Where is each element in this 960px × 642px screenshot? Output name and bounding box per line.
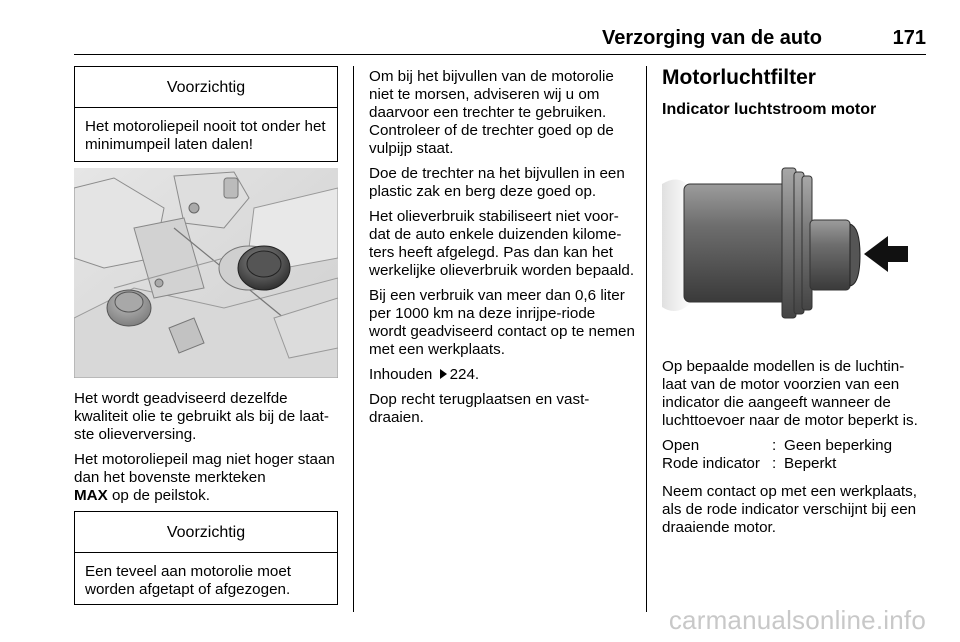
air-flow-indicator-figure [662,132,926,344]
paragraph: Om bij het bijvullen van de motorolie niet te morsen, adviseren wij u om daarvoor een trechter te gebruiken. Controleer of de trechter goed op de vulpijp staat. [369,68,614,157]
page-number: 171 [892,27,926,49]
middle-column-text [369,68,635,434]
spec-label: Rode indicator [662,455,760,472]
header-rule [74,54,926,55]
warning-title: Voorzichtig [75,512,337,553]
left-column-text [74,390,342,512]
spec-label: Open [662,437,700,454]
capacity-reference [369,366,635,384]
paragraph: Neem contact op met een werkplaats, als de rode indicator verschijnt bij een draaiende motor. [662,483,917,536]
paragraph: Het wordt geadviseerd dezelfde kwaliteit olie te gebruikt als bij de laat-ste olieverversing. [74,390,329,443]
paragraph: Doe de trechter na het bijvullen in een plastic zak en berg deze goed op. [369,165,625,200]
engine-oil-cap-figure [74,168,338,378]
watermark: carmanualsonline.info [668,605,926,635]
air-flow-indicator-illustration [662,132,926,344]
header-title: Verzorging van de auto [601,27,822,49]
warning-box-2 [74,511,338,605]
warning-title: Voorzichtig [75,67,337,108]
paragraph-max-level [74,451,342,505]
spec-value: Beperkt [784,455,837,472]
indicator-status-table [662,437,928,473]
paragraph-text: Inhouden [369,366,433,383]
page-reference-link[interactable]: 224. [449,366,480,383]
paragraph: Het olieverbruik stabiliseert niet voor-dat de auto enkele duizenden kilome-ters heeft afgelegd. Pas dan kan het werkelijke olieverbruik worden bepaald. [369,208,635,279]
paragraph: Op bepaalde modellen is de luchtin-laat van de motor voorzien van een indicator die aangeeft wanneer de luchttoevoer naar de motor beperkt is. [662,358,918,429]
engine-bay-illustration [74,168,338,378]
paragraph: Dop recht terugplaatsen en vast-draaien. [369,391,590,426]
paragraph-text: Het motoroliepeil mag niet hoger staan dan het bovenste merkteken [74,451,335,486]
page-reference-icon [440,369,447,379]
paragraph: Bij een verbruik van meer dan 0,6 liter per 1000 km na deze inrijpe-riode wordt geadviseerd contact op te nemen met een werkplaats. [369,287,635,358]
section-heading: Motorluchtfilter [662,66,816,89]
paragraph-text: op de peilstok. [107,487,210,504]
section-subheading: Indicator luchtstroom motor [662,101,877,118]
page-header [74,22,926,58]
warning-box-1 [74,66,338,162]
spec-separator: : [772,437,777,454]
warning-body: Het motoroliepeil nooit tot onder het minimumpeil laten dalen! [85,118,326,153]
right-column-text [662,358,928,544]
column-divider-2 [646,66,647,612]
warning-body: Een teveel aan motorolie moet worden afgetapt of afgezogen. [85,563,291,598]
spec-value: Geen beperking [784,437,893,454]
right-column-top [662,66,928,120]
max-mark: MAX [74,487,108,504]
column-divider-1 [353,66,354,612]
spec-separator: : [772,455,777,472]
